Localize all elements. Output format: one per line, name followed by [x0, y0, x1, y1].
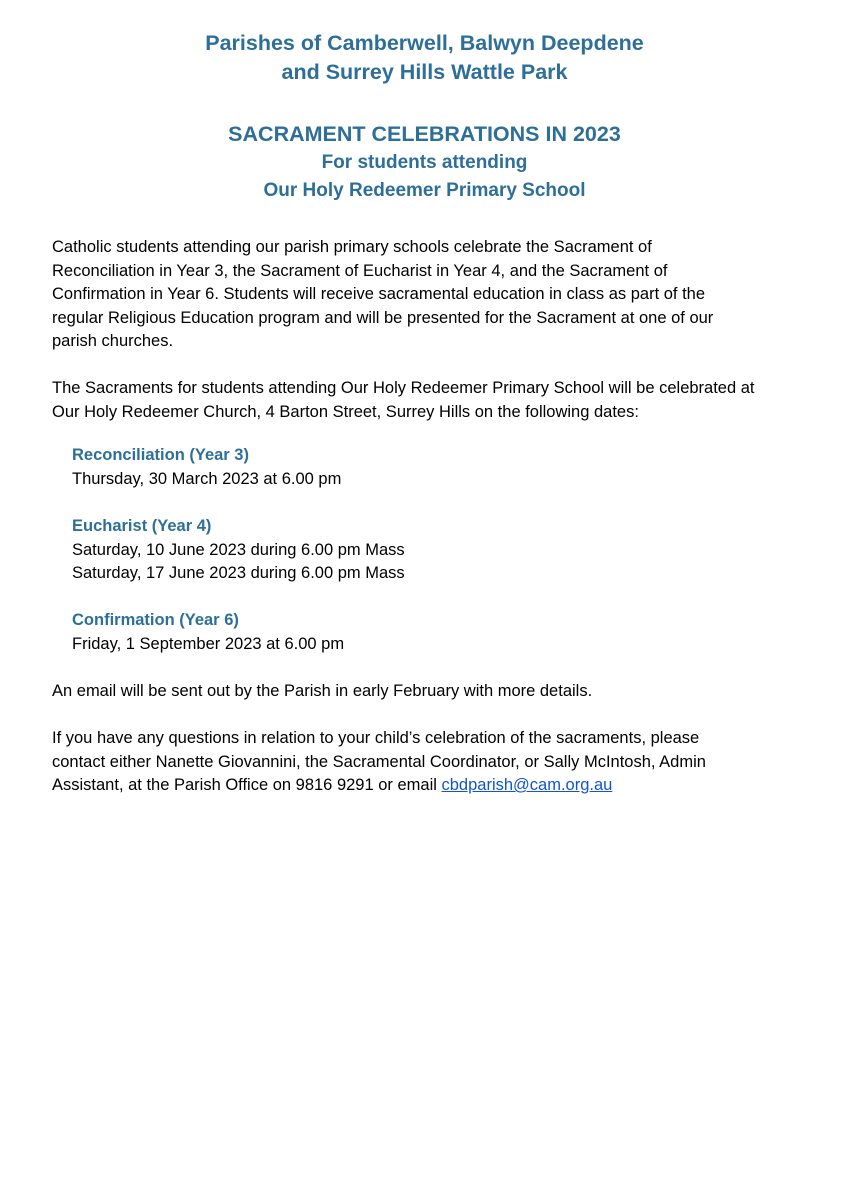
email-note-text: An email will be sent out by the Parish in early February with more details.	[52, 682, 593, 700]
document-subtitle-line-1: For students attending	[321, 152, 528, 173]
location-line: Our Holy Redeemer Church, 4 Barton Street, Surrey Hills on the following dates:	[52, 402, 639, 421]
intro-line: Catholic students attending our parish primary schools celebrate the Sacrament of	[52, 238, 652, 256]
parish-name-line-2: and Surrey Hills Wattle Park	[281, 60, 568, 84]
reconciliation-date: Thursday, 30 March 2023 at 6.00 pm	[72, 470, 342, 488]
eucharist-title: Eucharist (Year 4)	[72, 517, 212, 535]
location-paragraph	[52, 377, 812, 424]
document-title: SACRAMENT CELEBRATIONS IN 2023	[228, 122, 621, 146]
eucharist-date-1: Saturday, 10 June 2023 during 6.00 pm Mass	[72, 541, 405, 559]
eucharist-date-2: Saturday, 17 June 2023 during 6.00 pm Mass	[72, 564, 405, 582]
intro-line: regular Religious Education program and will be presented for the Sacrament at one of our	[52, 308, 714, 327]
parish-name-line-1: Parishes of Camberwell, Balwyn Deepdene	[205, 31, 644, 55]
contact-line-text: Assistant, at the Parish Office on 9816 9291 or email	[52, 776, 442, 794]
contact-line	[52, 774, 812, 798]
email-link[interactable]: cbdparish@cam.org.au	[441, 776, 613, 794]
document-subtitle-line-2: Our Holy Redeemer Primary School	[263, 180, 586, 201]
email-note-paragraph	[52, 680, 812, 704]
contact-paragraph	[52, 727, 812, 798]
location-line: The Sacraments for students attending Our Holy Redeemer Primary School will be celebrated at	[52, 379, 755, 397]
contact-line: contact either Nanette Giovannini, the Sacramental Coordinator, or Sally McIntosh, Admin	[52, 752, 706, 771]
intro-paragraph	[52, 236, 812, 354]
confirmation-title: Confirmation (Year 6)	[72, 611, 239, 629]
intro-line: parish churches.	[52, 332, 174, 350]
contact-line: If you have any questions in relation to your child’s celebration of the sacraments, please	[52, 729, 700, 747]
confirmation-date: Friday, 1 September 2023 at 6.00 pm	[72, 635, 345, 653]
reconciliation-title: Reconciliation (Year 3)	[72, 446, 249, 464]
intro-line: Confirmation in Year 6. Students will receive sacramental education in class as part of the	[52, 285, 706, 303]
intro-line: Reconciliation in Year 3, the Sacrament of Eucharist in Year 4, and the Sacrament of	[52, 261, 668, 280]
